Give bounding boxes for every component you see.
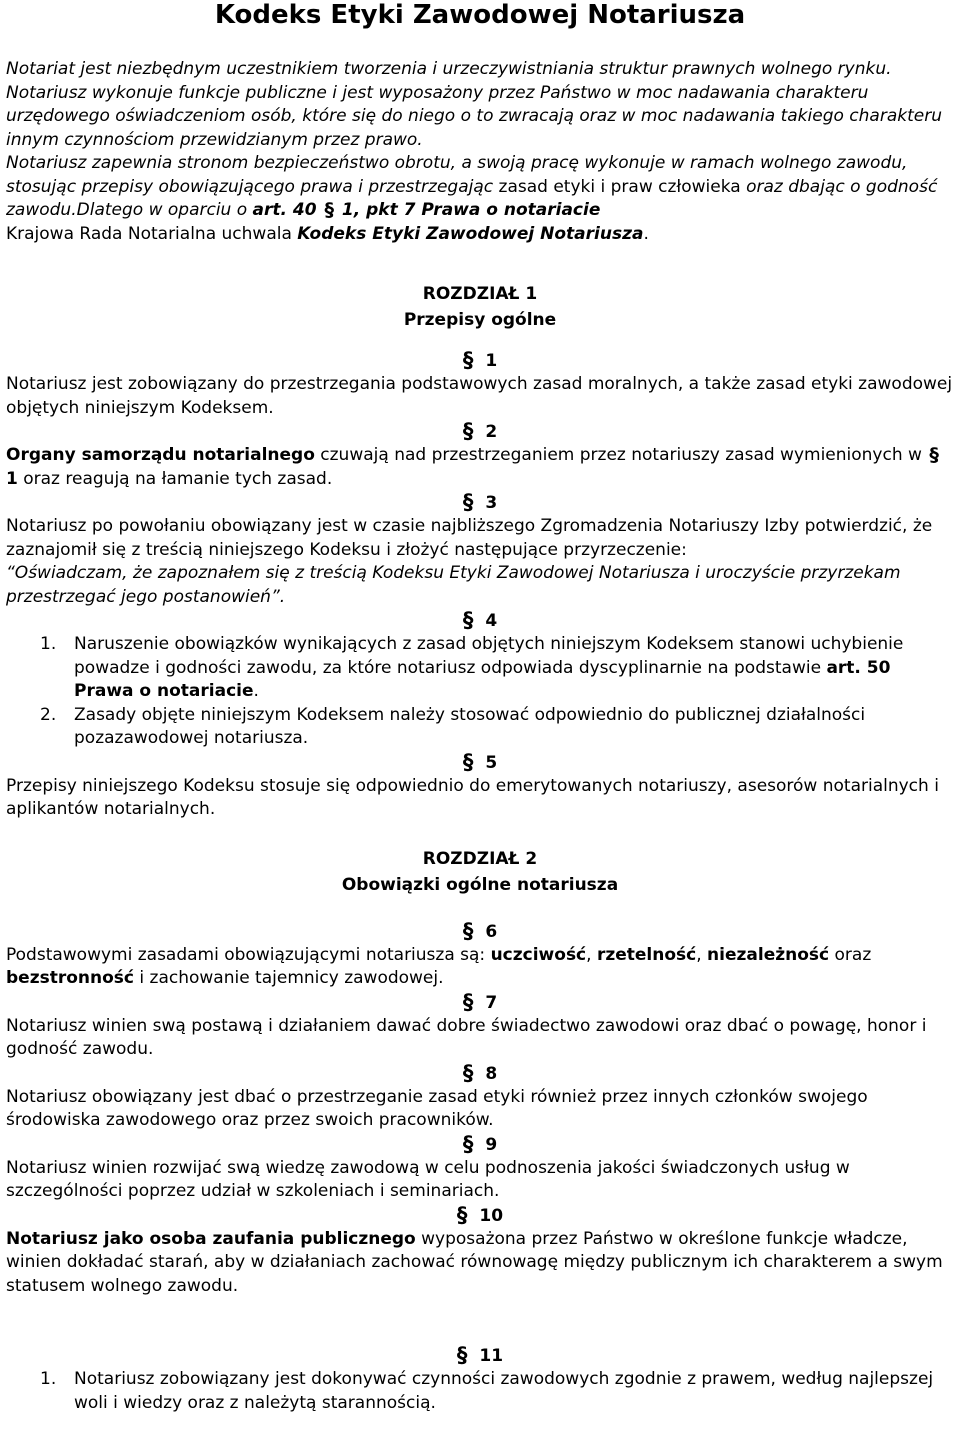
paragraph-3-heading: § 3: [462, 490, 498, 514]
intro-paragraph-2: Notariusz zapewnia stronom bezpieczeństwo obrotu, a swoją pracę wykonuje w ramach wolnego zawodu, stosując przepisy obowiązującego prawa i przestrzegając zasad etyki i praw człowieka oraz dbając o godność zawodu.Dlatego w oparciu o art. 40 § 1, pkt 7 Prawa o notariacie Krajowa Rada Notarialna uchwala Kodeks Etyki Zawodowej Notariusza.: [6, 153, 938, 244]
section-sign-icon: §: [462, 490, 474, 514]
section-sign-icon: §: [462, 749, 474, 774]
paragraph-4-heading: § 4: [462, 608, 498, 632]
section-sign-icon: §: [462, 348, 474, 372]
paragraph-11-list: [6, 1368, 954, 1415]
paragraph-2-text: Organy samorządu notarialnego czuwają nad przestrzeganiem przez notariuszy zasad wymienionych w § 1 oraz reagują na łamanie tych zasad.: [6, 444, 939, 489]
section-sign-icon: §: [462, 1131, 474, 1156]
section-sign-icon: §: [324, 199, 334, 221]
chapter-1-label: ROZDZIAŁ 1: [422, 284, 538, 304]
paragraph-1-heading: § 1: [462, 348, 498, 372]
paragraph-9-text: Notariusz winien rozwijać swą wiedzę zawodową w celu podnoszenia jakości świadczonych usług w szczególności poprzez udział w szkoleniach i seminariach.: [6, 1157, 850, 1201]
list-item: 1. Naruszenie obowiązków wynikających z zasad objętych niniejszym Kodeksem stanowi uchybienie powadze i godności zawodu, za które notariusz odpowiada dyscyplinarnie na podstawie art. 50 Prawa o notariacie.: [40, 634, 904, 701]
paragraph-8-heading: § 8: [462, 1060, 498, 1085]
paragraph-5-text: Przepisy niniejszego Kodeksu stosuje się odpowiednio do emerytowanych notariuszy, asesorów notarialnych i aplikantów notarialnych.: [6, 775, 939, 819]
paragraph-5-heading: § 5: [462, 749, 498, 774]
paragraph-8-text: Notariusz obowiązany jest dbać o przestrzeganie zasad etyki również przez innych członków swojego środowiska zawodowego oraz przez swoich pracowników.: [6, 1086, 868, 1130]
section-sign-icon: §: [456, 1343, 468, 1367]
paragraph-1-text: Notariusz jest zobowiązany do przestrzegania podstawowych zasad moralnych, a także zasad etyki zawodowej objętych niniejszym Kodeksem.: [6, 374, 953, 418]
paragraph-7-heading: § 7: [462, 989, 498, 1014]
paragraph-7-text: Notariusz winien swą postawą i działaniem dawać dobre świadectwo zawodowi oraz dbać o powagę, honor i godność zawodu.: [6, 1015, 927, 1059]
section-sign-icon: §: [462, 608, 474, 632]
document-page: [6, 0, 954, 1415]
chapter-1-title: Przepisy ogólne: [403, 310, 557, 330]
paragraph-6-text: Podstawowymi zasadami obowiązującymi notariusza są: uczciwość, rzetelność, niezależność oraz bezstronność i zachowanie tajemnicy zawodowej.: [6, 944, 872, 988]
section-sign-icon: §: [462, 1060, 474, 1085]
paragraph-2-heading: § 2: [462, 419, 498, 443]
list-item: 1. Notariusz zobowiązany jest dokonywać czynności zawodowych zgodnie z prawem, według najlepszej woli i wiedzy oraz z należytą starannością.: [40, 1369, 934, 1413]
paragraph-10-text: Notariusz jako osoba zaufania publicznego wyposażona przez Państwo w określone funkcje władcze, winien dokładać starań, aby w działaniach zachować równowagę między publicznym ich charakterem a swym statusem wolnego zawodu.: [6, 1228, 943, 1296]
chapter-2-label: ROZDZIAŁ 2: [422, 848, 538, 869]
section-sign-icon: §: [462, 989, 474, 1014]
paragraph-6-heading: § 6: [462, 918, 498, 943]
paragraph-4-list: [6, 633, 954, 751]
paragraph-3-text: Notariusz po powołaniu obowiązany jest w czasie najbliższego Zgromadzenia Notariuszy Izby potwierdzić, że zaznajomił się z treścią niniejszego Kodeksu i złożyć następujące przyrzeczenie:: [6, 516, 933, 560]
paragraph-9-heading: § 9: [462, 1131, 498, 1156]
section-sign-icon: §: [462, 918, 474, 943]
intro-paragraph-1: Notariat jest niezbędnym uczestnikiem tworzenia i urzeczywistniania struktur prawnych wolnego rynku. Notariusz wykonuje funkcje publiczne i jest wyposażony przez Państwo w moc nadawania charakteru urzędowego oświadczeniom osób, które się do niego o to zwracają oraz w moc nadawania takiego charakteru innym czynnościom przewidzianym przez prawo.: [6, 59, 942, 150]
section-sign-icon: §: [456, 1202, 468, 1227]
document-title: Kodeks Etyki Zawodowej Notariusza: [214, 0, 746, 30]
chapter-2-title: Obowiązki ogólne notariusza: [341, 874, 619, 895]
list-item: 2. Zasady objęte niniejszym Kodeksem należy stosować odpowiednio do publicznej działalności pozazawodowej notariusza.: [40, 704, 866, 748]
paragraph-3-oath: “Oświadczam, że zapoznałem się z treścią Kodeksu Etyki Zawodowej Notariusza i uroczyście przyrzekam przestrzegać jego postanowień”.: [6, 563, 901, 607]
paragraph-10-heading: § 10: [456, 1202, 504, 1227]
section-sign-icon: §: [929, 444, 939, 466]
section-sign-icon: §: [462, 419, 474, 443]
paragraph-11-heading: § 11: [456, 1343, 504, 1367]
